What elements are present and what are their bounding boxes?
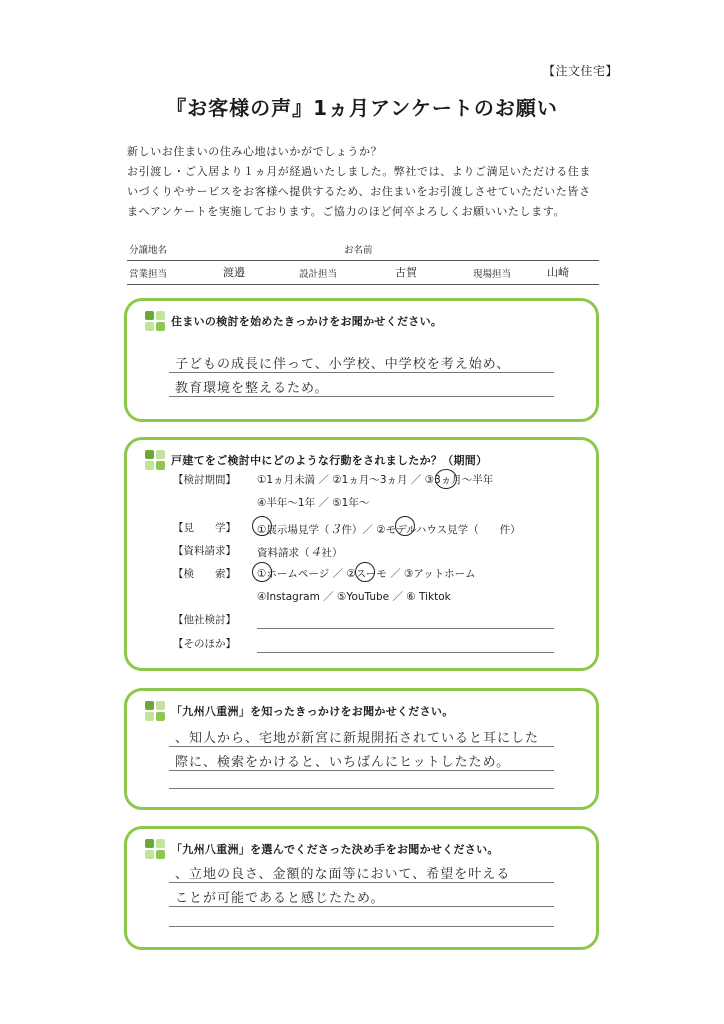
answer-line — [169, 746, 554, 747]
search-options: ①ホームページ ／ ②スーモ ／ ③アットホーム — [257, 568, 476, 580]
handwritten-answer-line: 際に、検索をかけると、いちばんにヒットしたため。 — [175, 755, 511, 770]
search-options: ④Instagram ／ ⑤YouTube ／ ⑥ Tiktok — [257, 591, 451, 603]
sales-value: 渡邉 — [223, 266, 245, 279]
answer-line — [169, 926, 554, 927]
question-card-trigger — [124, 298, 599, 422]
docs-text: 資料請求（ — [257, 547, 310, 559]
selected-circle-mark — [435, 469, 457, 489]
visit-text: ①展示場見学（ — [257, 524, 330, 536]
question-text: 住まいの検討を始めたきっかけをお聞かせください。 — [171, 315, 443, 328]
answer-line — [169, 882, 554, 883]
intro-line: いづくりやサービスをお客様へ提供するため、お住まいをお引渡しさせていただいた皆さ — [127, 185, 591, 198]
handwritten-answer-line: ことが可能であると感じたため。 — [175, 891, 385, 906]
category-tag: 【注文住宅】 — [543, 64, 619, 78]
period-options: ①1ヵ月未満 ／ ②1ヵ月～3ヵ月 ／ ③3ヵ月～半年 — [257, 474, 494, 486]
answer-line — [169, 396, 554, 397]
clover-icon — [145, 450, 165, 470]
answer-line — [169, 372, 554, 373]
lot-label: 分譲地名 — [129, 245, 168, 256]
sales-label: 営業担当 — [129, 269, 168, 280]
visit-options — [257, 520, 521, 537]
selected-circle-mark — [252, 516, 272, 536]
handwritten-answer-line: 子どもの成長に伴って、小学校、中学校を考え始め、 — [175, 357, 511, 372]
handwritten-count: ３ — [329, 522, 342, 536]
info-row-lot — [127, 236, 599, 261]
site-value: 山崎 — [547, 266, 569, 279]
design-label: 設計担当 — [299, 269, 338, 280]
answer-line — [169, 788, 554, 789]
page-title: 『お客様の声』1ヵ月アンケートのお願い — [166, 96, 558, 120]
answer-line — [257, 628, 554, 629]
question-card-actions — [124, 437, 599, 671]
visit-text: 件）／ ②モデルハウス見学（ 件） — [341, 524, 521, 536]
question-card-discovery — [124, 688, 599, 810]
other-company-label: 【他社検討】 — [173, 614, 236, 626]
docs-label: 【資料請求】 — [173, 545, 236, 557]
period-options: ④半年～1年 ／ ⑤1年～ — [257, 497, 370, 509]
question-text: 「九州八重洲」を選んでくださった決め手をお聞かせください。 — [171, 843, 499, 856]
question-text: 戸建てをご検討中にどのような行動をされましたか？（期間） — [171, 454, 488, 467]
design-value: 古賀 — [395, 266, 417, 279]
handwritten-answer-line: 、知人から、宅地が新宮に新規開拓されていると耳にした — [175, 731, 540, 746]
intro-line: 新しいお住まいの住み心地はいかがでしょうか？ — [127, 145, 383, 158]
selected-circle-mark — [252, 562, 272, 582]
intro-line: まへアンケートを実施しております。ご協力のほど何卒よろしくお願いいたします。 — [127, 205, 566, 218]
handwritten-answer-line: 、立地の良さ、金額的な面等において、希望を叶える — [175, 867, 511, 882]
search-label: 【検 索】 — [173, 568, 236, 580]
clover-icon — [145, 701, 165, 721]
answer-line — [169, 770, 554, 771]
clover-icon — [145, 311, 165, 331]
question-card-deciding-factor — [124, 826, 599, 950]
period-label: 【検討期間】 — [173, 474, 236, 486]
selected-circle-mark — [355, 562, 375, 582]
handwritten-answer-line: 教育環境を整えるため。 — [175, 381, 329, 396]
docs-text: 社） — [321, 547, 343, 559]
answer-line — [169, 906, 554, 907]
site-label: 現場担当 — [473, 269, 512, 280]
intro-line: お引渡し・ご入居より１ヵ月が経過いたしました。弊社では、よりご満足いただける住ま — [127, 165, 591, 178]
answer-line — [257, 652, 554, 653]
info-row-staff — [127, 260, 599, 285]
intro-text — [127, 142, 607, 222]
name-label: お名前 — [344, 245, 373, 256]
handwritten-count: ４ — [309, 545, 322, 559]
docs-options — [257, 543, 343, 560]
clover-icon — [145, 839, 165, 859]
other-label: 【そのほか】 — [173, 638, 236, 650]
question-text: 「九州八重洲」を知ったきっかけをお聞かせください。 — [171, 705, 454, 718]
visit-label: 【見 学】 — [173, 522, 236, 534]
selected-circle-mark — [395, 516, 415, 536]
